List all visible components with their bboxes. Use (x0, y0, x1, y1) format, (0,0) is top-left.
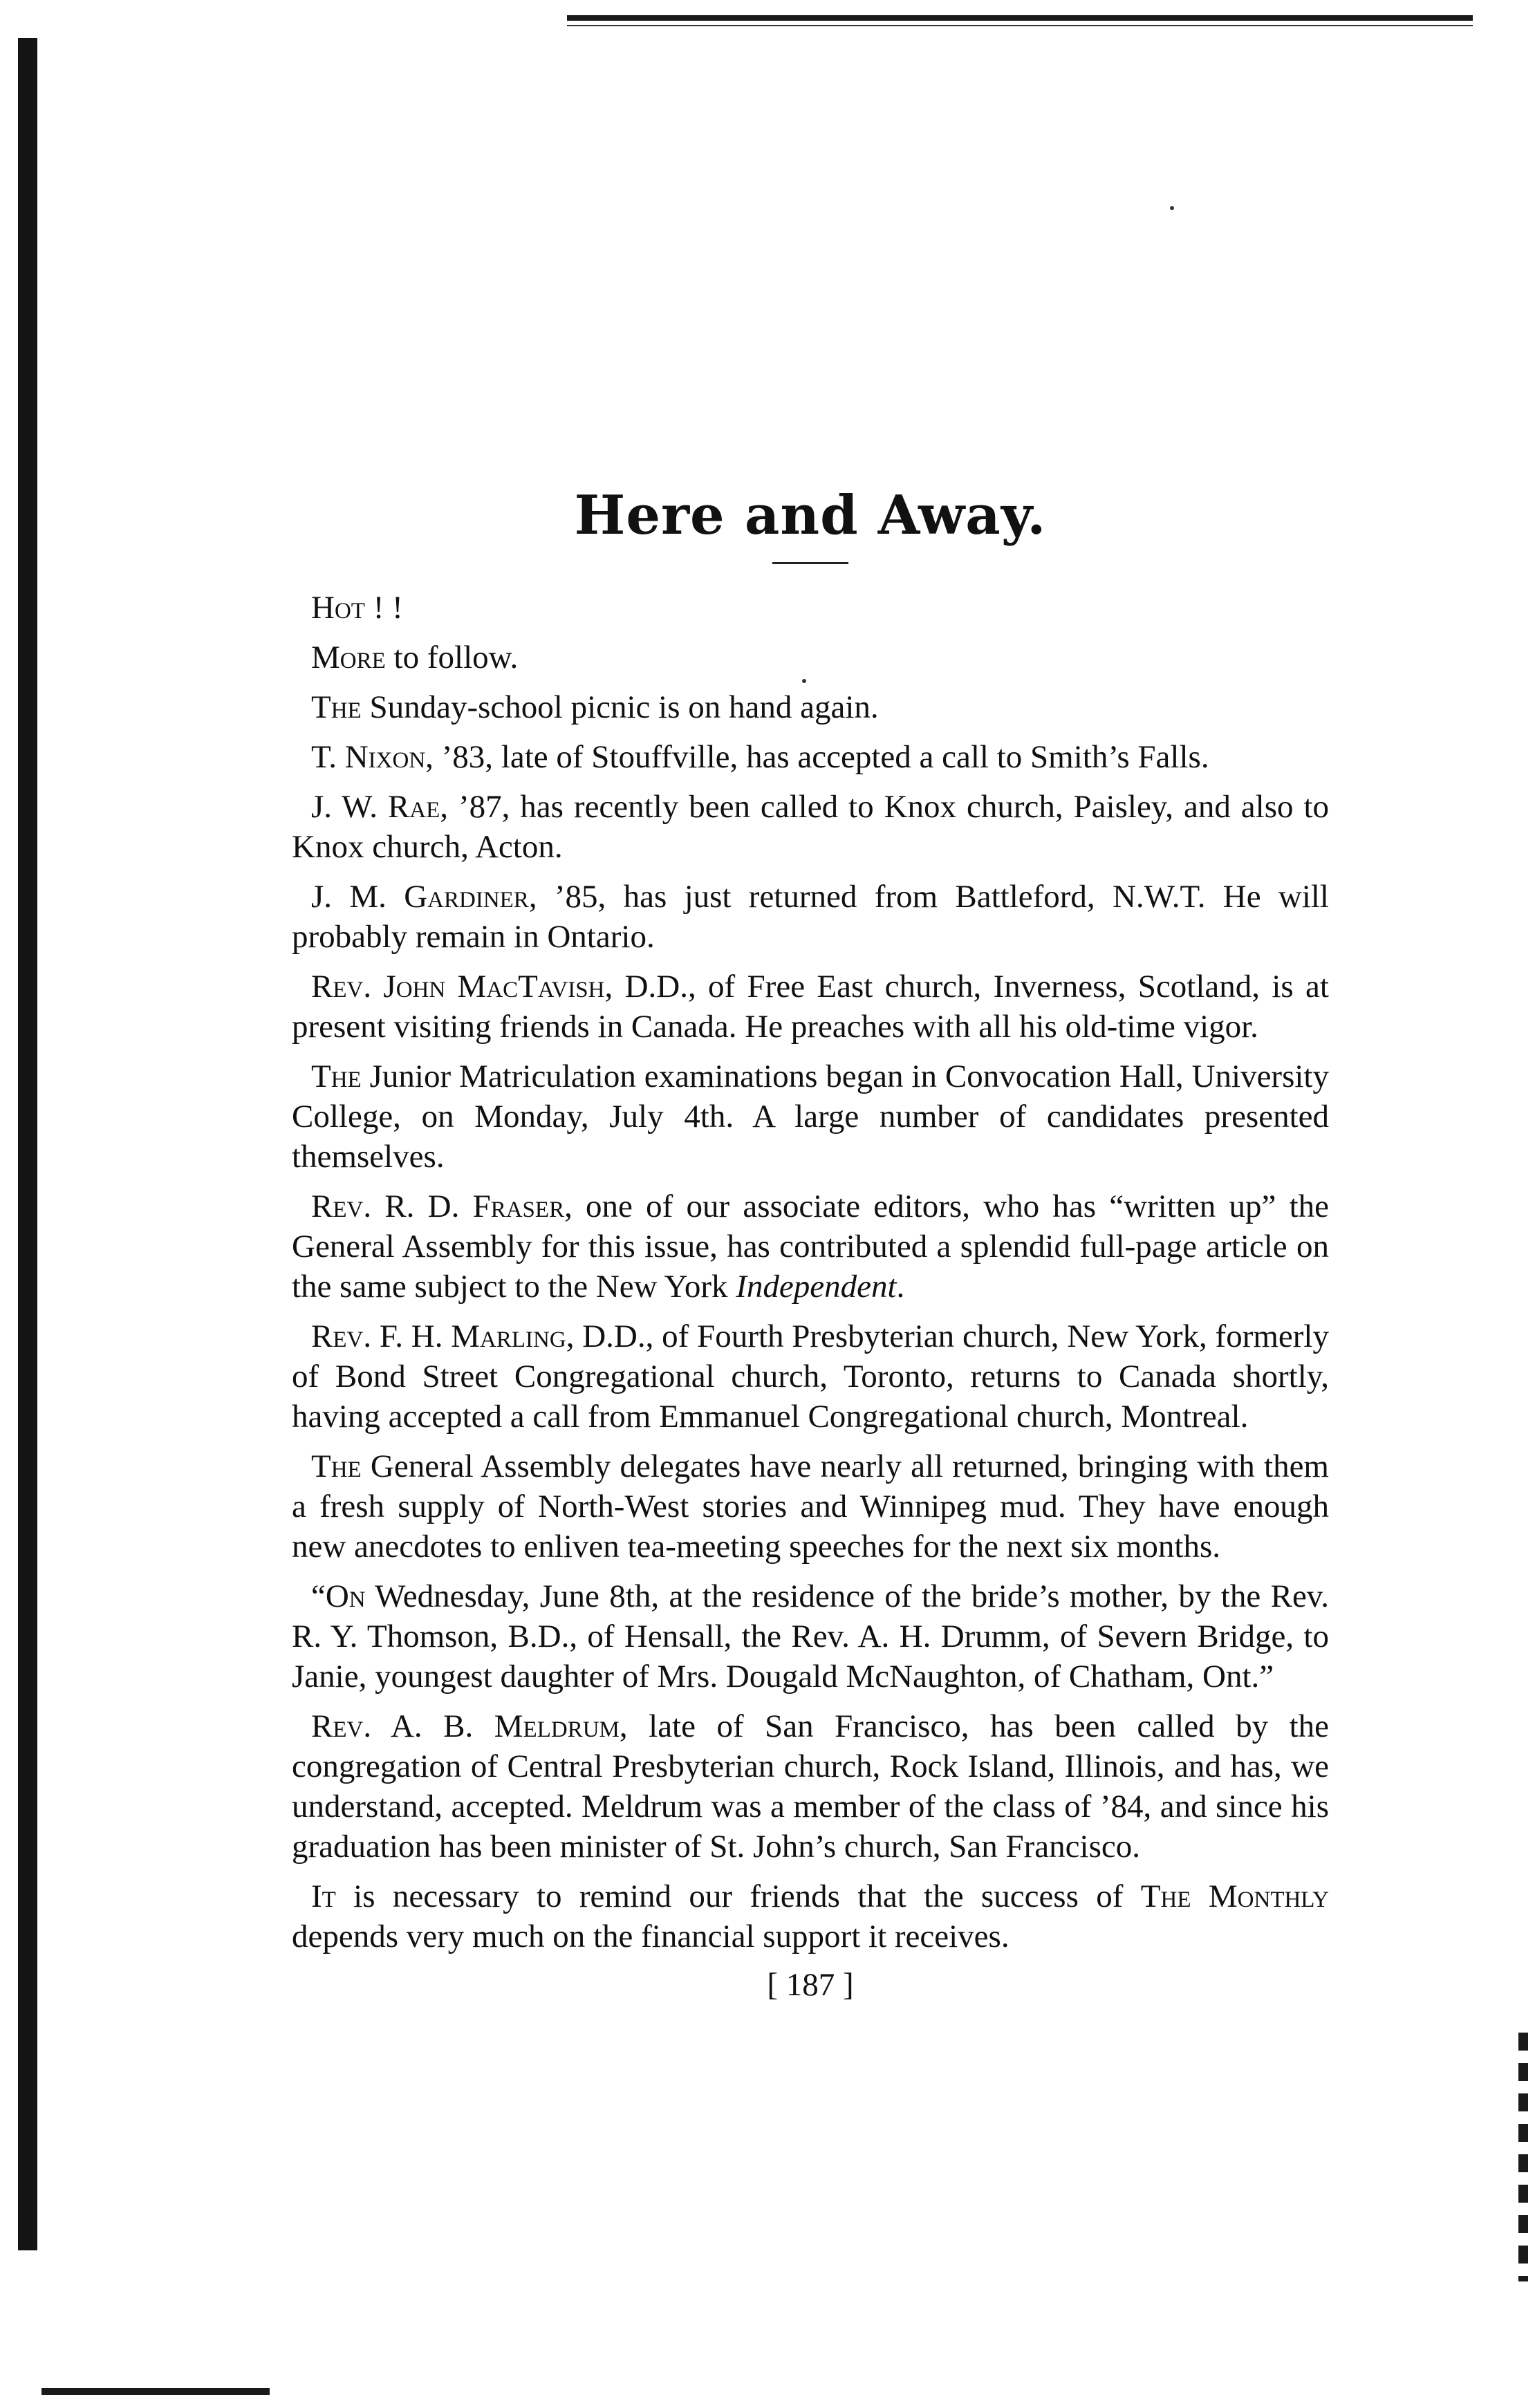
item-lead: The (311, 689, 362, 725)
item-lead: Rev. R. D. Fraser (311, 1188, 565, 1224)
item-text: , D.D., of Fourth Presbyterian church, New York, formerly of Bond Street Congregational church, Toronto, returns to Canada shortly, having accepted a call from Emmanuel Congregational church, Montreal. (292, 1318, 1329, 1435)
item-lead: Rev. F. H. Marling (311, 1318, 566, 1354)
item-text: , one of our associate editors, who has “written up” the General Assembly for this issue, has contributed a splendid full-page article on the same subject to the New York (292, 1188, 1329, 1305)
news-item (292, 1186, 1329, 1307)
scan-speck (1170, 206, 1174, 210)
news-item (292, 637, 1329, 678)
item-after: depends very much on the financial support it receives. (292, 1919, 1010, 1954)
item-lead: The (311, 1448, 362, 1484)
news-item (292, 967, 1329, 1047)
item-lead: It (311, 1878, 336, 1914)
page-number: [ 187 ] (767, 1967, 854, 2003)
news-item (292, 1316, 1329, 1437)
item-lead: More (311, 640, 386, 675)
scan-top-rule (567, 15, 1473, 21)
item-text: is necessary to remind our friends that the success of (335, 1878, 1141, 1914)
item-text: to follow. (385, 640, 519, 675)
news-item (292, 1446, 1329, 1567)
heading-divider (772, 562, 848, 564)
page-heading: Here and Away. (574, 484, 1047, 547)
item-text: , ’83, late of Stouffville, has accepted a call to Smith’s Falls. (425, 739, 1209, 775)
page-content (292, 484, 1329, 2004)
news-item (292, 877, 1329, 957)
item-lead: The (311, 1058, 362, 1094)
item-lead: J. W. Rae (311, 789, 440, 825)
item-text: Sunday-school picnic is on hand again. (361, 689, 879, 725)
scan-right-edge (1518, 2033, 1528, 2281)
item-lead: Rev. John MacTavish (311, 969, 605, 1005)
item-text: , ’85, has just returned from Battleford, N.W.T. He will probably remain in Ontario. (292, 879, 1329, 955)
item-text: ! ! (364, 590, 403, 626)
item-italic: Independent (736, 1269, 897, 1305)
news-item (292, 737, 1329, 777)
item-lead: Rev. A. B. Meldrum (311, 1708, 620, 1744)
item-text: General Assembly delegates have nearly all returned, bringing with them a fresh supply of North-West stories and Winnipeg mud. They have enough new anecdotes to enliven tea-meeting speeches for the next six months. (292, 1448, 1329, 1565)
item-small-caps: The Monthly (1140, 1878, 1329, 1914)
item-lead: “On (311, 1578, 366, 1614)
news-item (292, 1876, 1329, 1957)
item-after: . (896, 1269, 905, 1305)
news-item (292, 787, 1329, 867)
news-item (292, 588, 1329, 628)
news-item (292, 1056, 1329, 1177)
scan-left-edge (18, 38, 37, 2250)
news-item (292, 1706, 1329, 1867)
item-text: Wednesday, June 8th, at the residence of the bride’s mother, by the Rev. R. Y. Thomson, B.D., of Hensall, the Rev. A. H. Drumm, of Severn Bridge, to Janie, youngest daughter of Mrs. Dougald McNaughton, of Chatham, Ont.” (292, 1578, 1329, 1695)
item-text: , late of San Francisco, has been called by the congregation of Central Presbyterian church, Rock Island, Illinois, and has, we understand, accepted. Meldrum was a member of the class of ’84, and since his graduation has been minister of St. John’s church, San Francisco. (292, 1708, 1329, 1865)
news-item (292, 1576, 1329, 1697)
item-text: , ’87, has recently been called to Knox church, Paisley, and also to Knox church, Acton. (292, 789, 1330, 865)
item-lead: J. M. Gardiner (311, 879, 529, 915)
scan-top-rule-thin (567, 25, 1473, 26)
scan-bottom-edge (41, 2388, 270, 2395)
item-text: , D.D., of Free East church, Inverness, Scotland, is at present visiting friends in Canada. He preaches with all his old-time vigor. (292, 969, 1329, 1045)
item-text: Junior Matriculation examinations began in Convocation Hall, University College, on Monday, July 4th. A large number of candidates presented themselves. (292, 1058, 1329, 1175)
news-item (292, 687, 1329, 727)
item-lead: Hot (311, 590, 365, 626)
item-lead: T. Nixon (311, 739, 426, 775)
news-items (292, 588, 1329, 1957)
